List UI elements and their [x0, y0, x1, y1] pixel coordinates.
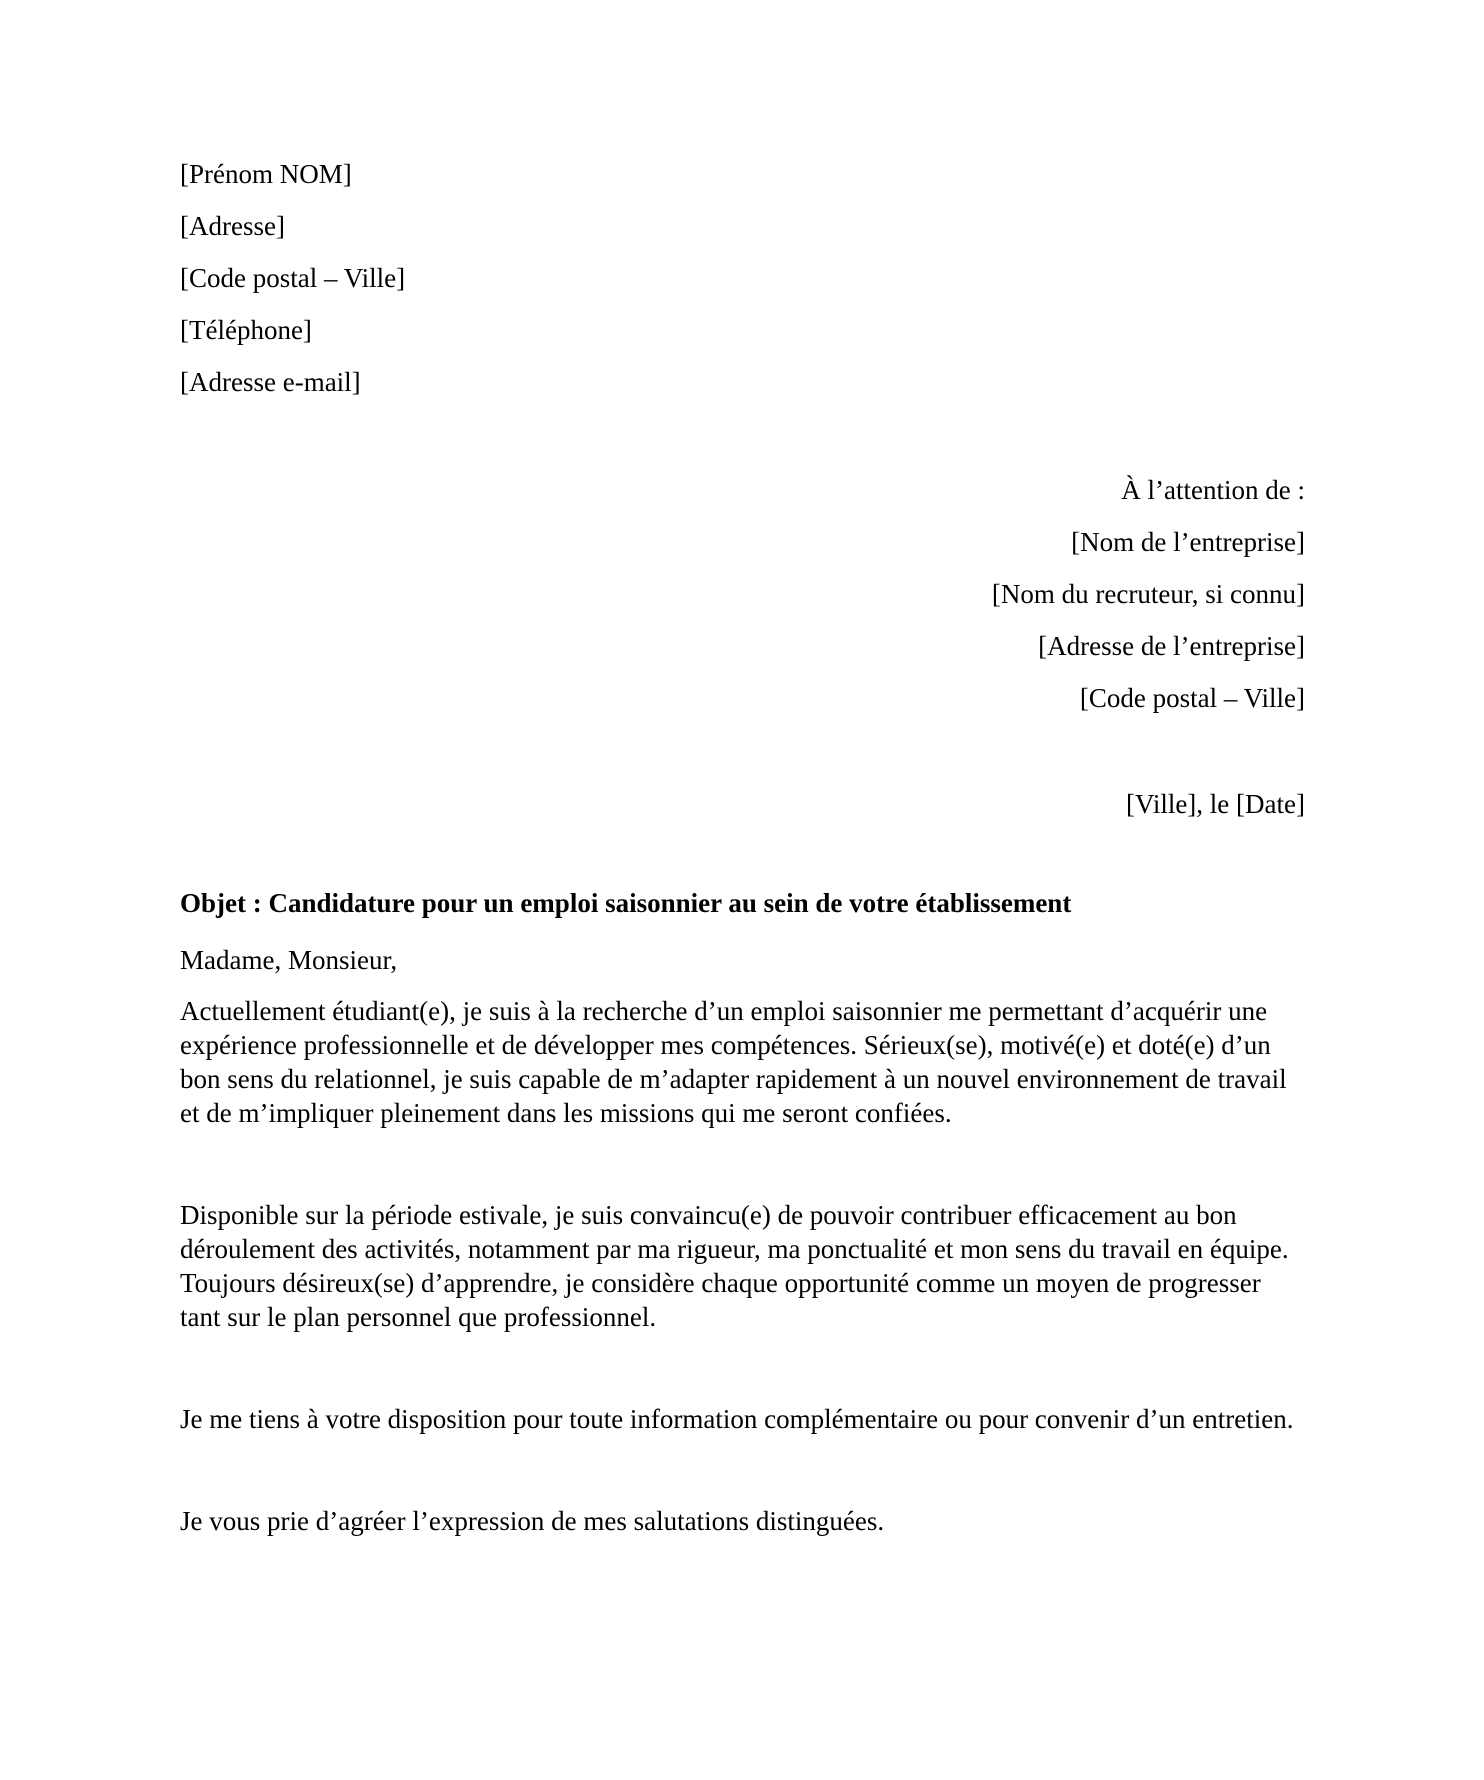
salutation-line: Madame, Monsieur, [180, 945, 398, 975]
recipient-street-line: [Adresse de l’entreprise] [1038, 631, 1305, 661]
body-paragraph-1: Actuellement étudiant(e), je suis à la recherche d’un emploi saisonnier me permettant d’acquérir une expérience professionnelle et de développer mes compétences. Sérieux(se), motivé(e) et doté(e) d’un bon sens du relationnel, je suis capable de m’adapter rapidement à un nouvel environnement de travail et de m’impliquer pleinement dans les missions qui me seront confiées. [180, 996, 1287, 1128]
letter-content [180, 0, 1305, 1780]
place-and-date-line: [Ville], le [Date] [1125, 789, 1305, 819]
body-paragraph-3: Je me tiens à votre disposition pour toute information complémentaire ou pour convenir d’un entretien. [180, 1404, 1294, 1434]
sender-phone-line: [Téléphone] [180, 315, 312, 345]
paragraph-spacer [180, 1334, 1305, 1402]
letter-body-block [180, 882, 1305, 1538]
sender-email-line: [Adresse e-mail] [180, 367, 361, 397]
recipient-postal-city-line: [Code postal – Ville] [1079, 683, 1305, 713]
body-paragraph-2: Disponible sur la période estivale, je suis convaincu(e) de pouvoir contribuer efficacement au bon déroulement des activités, notamment par ma rigueur, ma ponctualité et mon sens du travail en équipe. Toujours désireux(se) d’apprendre, je considère chaque opportunité comme un moyen de progresser tant sur le plan personnel que professionnel. [180, 1200, 1289, 1332]
subject-line: Objet : Candidature pour un emploi saisonnier au sein de votre établissement [180, 888, 1072, 918]
recipient-attention-line: À l’attention de : [1121, 475, 1305, 505]
closing-salutation-line: Je vous prie d’agréer l’expression de mes salutations distinguées. [180, 1506, 885, 1536]
sender-postal-city-line: [Code postal – Ville] [180, 263, 406, 293]
recipient-recruiter-line: [Nom du recruteur, si connu] [991, 579, 1305, 609]
paragraph-spacer [180, 1436, 1305, 1504]
recipient-company-line: [Nom de l’entreprise] [1071, 527, 1305, 557]
date-block [180, 778, 1305, 830]
sender-address-block [180, 148, 1305, 408]
recipient-address-block [180, 464, 1305, 724]
sender-street-line: [Adresse] [180, 211, 285, 241]
paragraph-spacer [180, 1130, 1305, 1198]
sender-name-line: [Prénom NOM] [180, 159, 352, 189]
